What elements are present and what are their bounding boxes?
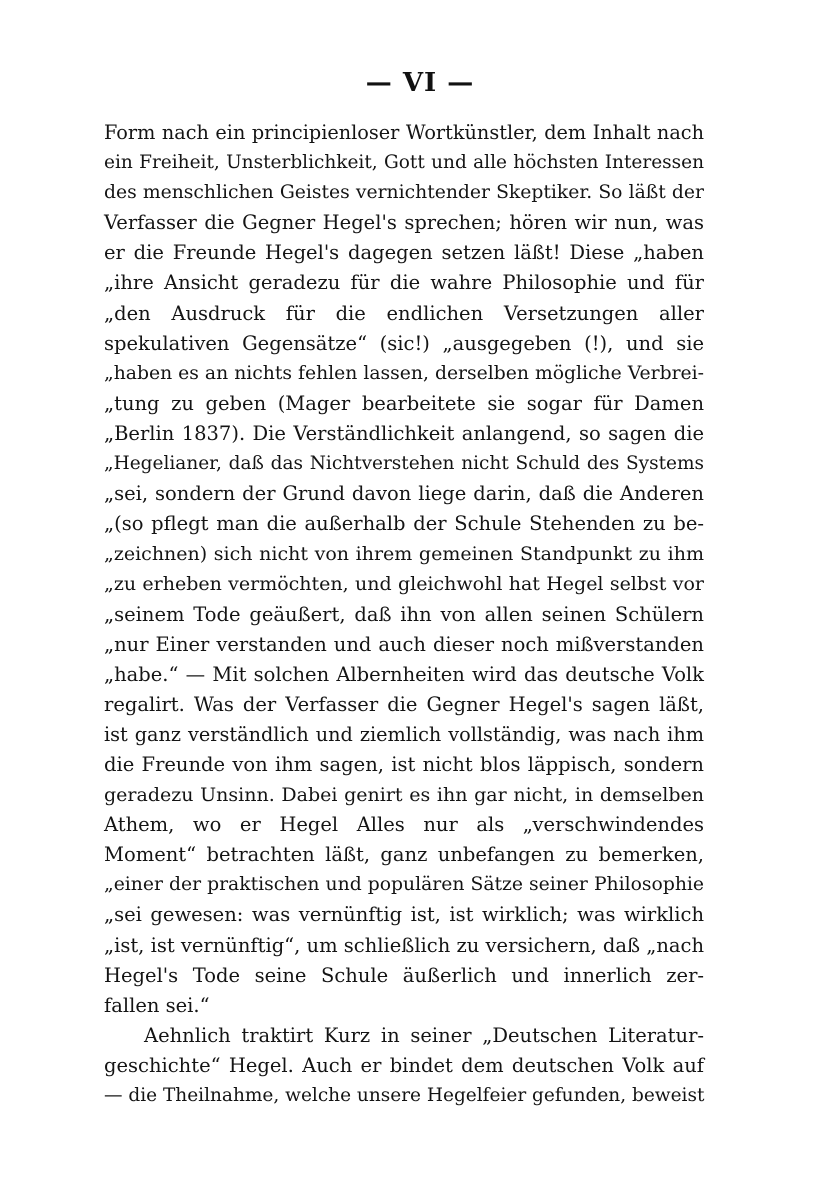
text-line: Verfasser die Gegner Hegel's sprechen; hören wir nun, was <box>104 211 704 235</box>
text-line: „sei, sondern der Grund davon liege darin, daß die Anderen <box>104 482 704 506</box>
text-line: regalirt. Was der Verfasser die Gegner Hegel's sagen läßt, <box>104 692 704 716</box>
text-line: „habe.“ — Mit solchen Albernheiten wird das deutsche Volk <box>104 662 704 686</box>
text-line: „ist, ist vernünftig“, um schließlich zu versichern, daß „nach <box>104 933 705 957</box>
text-line: „Berlin 1837). Die Verständlichkeit anlangend, so sagen die <box>104 421 704 445</box>
text-line: geschichte“ Hegel. Auch er bindet dem deutschen Volk auf <box>104 1053 704 1077</box>
text-line: „ihre Ansicht geradezu für die wahre Philosophie und für <box>104 271 704 295</box>
text-line: Moment“ betrachten läßt, ganz unbefangen zu bemerken, <box>104 843 704 867</box>
text-line: „haben es an nichts fehlen lassen, derselben mögliche Verbrei- <box>104 362 704 384</box>
text-line: „sei gewesen: was vernünftig ist, ist wirklich; was wirklich <box>104 903 704 927</box>
text-line: „tung zu geben (Mager bearbeitete sie sogar für Damen <box>104 391 704 415</box>
text-line: geradezu Unsinn. Dabei genirt es ihn gar nicht, in demselben <box>104 784 704 807</box>
text-line: „Hegelianer, daß das Nichtverstehen nicht Schuld des Systems <box>104 453 704 475</box>
text-line: „nur Einer verstanden und auch dieser noch mißverstanden <box>104 632 704 656</box>
text-line: er die Freunde Hegel's dagegen setzen läßt! Diese „haben <box>104 241 704 265</box>
text-line: ein Freiheit, Unsterblichkeit, Gott und alle höchsten Interessen <box>104 152 704 174</box>
text-line: Form nach ein principienloser Wortkünstler, dem Inhalt nach <box>104 121 704 144</box>
page-number: — VI — <box>365 68 475 98</box>
text-line: spekulativen Gegensätze“ (sic!) „ausgegeben (!), und sie <box>104 331 704 355</box>
text-line: des menschlichen Geistes vernichtender Skeptiker. So läßt der <box>104 182 704 204</box>
text-line: — die Theilnahme, welche unsere Hegelfeier gefunden, beweist <box>104 1085 705 1106</box>
text-line: die Freunde von ihm sagen, ist nicht blos läppisch, sondern <box>104 752 704 776</box>
text-line: „zu erheben vermöchten, und gleichwohl hat Hegel selbst vor <box>104 573 704 596</box>
text-line: Aehnlich traktirt Kurz in seiner „Deutschen Literatur- <box>144 1023 704 1047</box>
text-line: „zeichnen) sich nicht von ihrem gemeinen Standpunkt zu ihm <box>104 543 704 566</box>
text-line: „seinem Tode geäußert, daß ihn von allen seinen Schülern <box>104 602 704 626</box>
body-text <box>104 118 704 1111</box>
text-line: fallen sei.“ <box>104 993 210 1017</box>
text-line: Athem, wo er Hegel Alles nur als „verschwindendes <box>104 813 704 837</box>
text-line: ist ganz verständlich und ziemlich vollständig, was nach ihm <box>104 722 704 746</box>
text-line: Hegel's Tode seine Schule äußerlich und innerlich zer- <box>104 963 704 987</box>
text-line: „den Ausdruck für die endlichen Versetzungen aller <box>104 301 704 325</box>
text-line: „(so pflegt man die außerhalb der Schule Stehenden zu be- <box>104 512 704 536</box>
text-line: „einer der praktischen und populären Sätze seiner Philosophie <box>104 874 704 896</box>
